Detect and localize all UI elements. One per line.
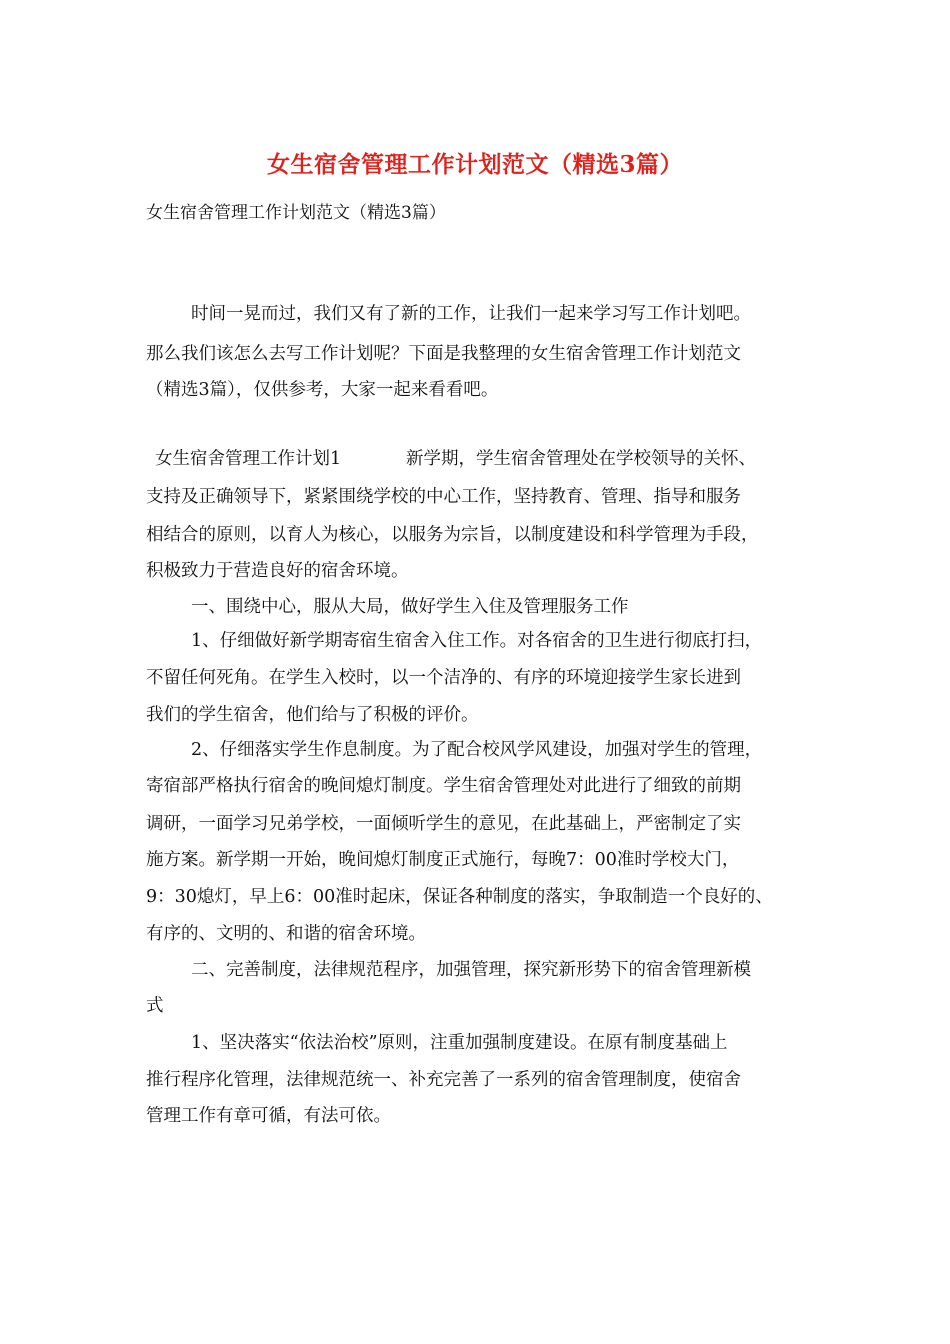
paragraph-line: 1、坚决落实“依法治校”原则，注重加强制度建设。在原有制度基础上	[191, 1033, 728, 1053]
paragraph-line: 相结合的原则，以育人为核心，以服务为宗旨，以制度建设和科学管理为手段，	[146, 525, 759, 545]
intro-line: 时间一晃而过，我们又有了新的工作，让我们一起来学习写工作计划吧。	[191, 304, 751, 324]
part-heading: 二、完善制度，法律规范程序，加强管理，探究新形势下的宿舍管理新模	[191, 960, 751, 980]
paragraph-line: 1、仔细做好新学期寄宿生宿舍入住工作。对各宿舍的卫生进行彻底打扫，	[191, 631, 763, 651]
paragraph-line: 有序的、文明的、和谐的宿舍环境。	[146, 924, 426, 944]
intro-line: （精选3篇），仅供参考，大家一起来看看吧。	[146, 380, 499, 400]
paragraph-line: 支持及正确领导下，紧紧围绕学校的中心工作，坚持教育、管理、指导和服务	[146, 487, 741, 507]
section-first-line: 新学期，学生宿舍管理处在学校领导的关怀、	[406, 449, 756, 469]
paragraph-line: 推行程序化管理，法律规范统一、补充完善了一系列的宿舍管理制度，使宿舍	[146, 1070, 741, 1090]
part-heading-continued: 式	[146, 996, 164, 1016]
paragraph-line: 调研，一面学习兄弟学校，一面倾听学生的意见，在此基础上，严密制定了实	[146, 814, 741, 834]
paragraph-line: 我们的学生宿舍，他们给与了积极的评价。	[146, 705, 479, 725]
part-heading: 一、围绕中心，服从大局，做好学生入住及管理服务工作	[191, 597, 629, 617]
section-heading: 女生宿舍管理工作计划1	[155, 449, 342, 469]
paragraph-line: 9：30熄灯，早上6：00准时起床，保证各种制度的落实，争取制造一个良好的、	[146, 887, 773, 907]
document-subtitle: 女生宿舍管理工作计划范文（精选3篇）	[146, 203, 446, 223]
paragraph-line: 不留任何死角。在学生入校时，以一个洁净的、有序的环境迎接学生家长进到	[146, 668, 741, 688]
intro-line: 那么我们该怎么去写工作计划呢？下面是我整理的女生宿舍管理工作计划范文	[146, 344, 741, 364]
document-title: 女生宿舍管理工作计划范文（精选3篇）	[266, 151, 683, 178]
paragraph-line: 2、仔细落实学生作息制度。为了配合校风学风建设，加强对学生的管理，	[191, 740, 763, 760]
paragraph-line: 寄宿部严格执行宿舍的晚间熄灯制度。学生宿舍管理处对此进行了细致的前期	[146, 776, 741, 796]
paragraph-line: 积极致力于营造良好的宿舍环境。	[146, 561, 409, 581]
paragraph-line: 施方案。新学期一开始，晚间熄灯制度正式施行，每晚7：00准时学校大门，	[146, 850, 740, 870]
paragraph-line: 管理工作有章可循，有法可依。	[146, 1106, 391, 1126]
